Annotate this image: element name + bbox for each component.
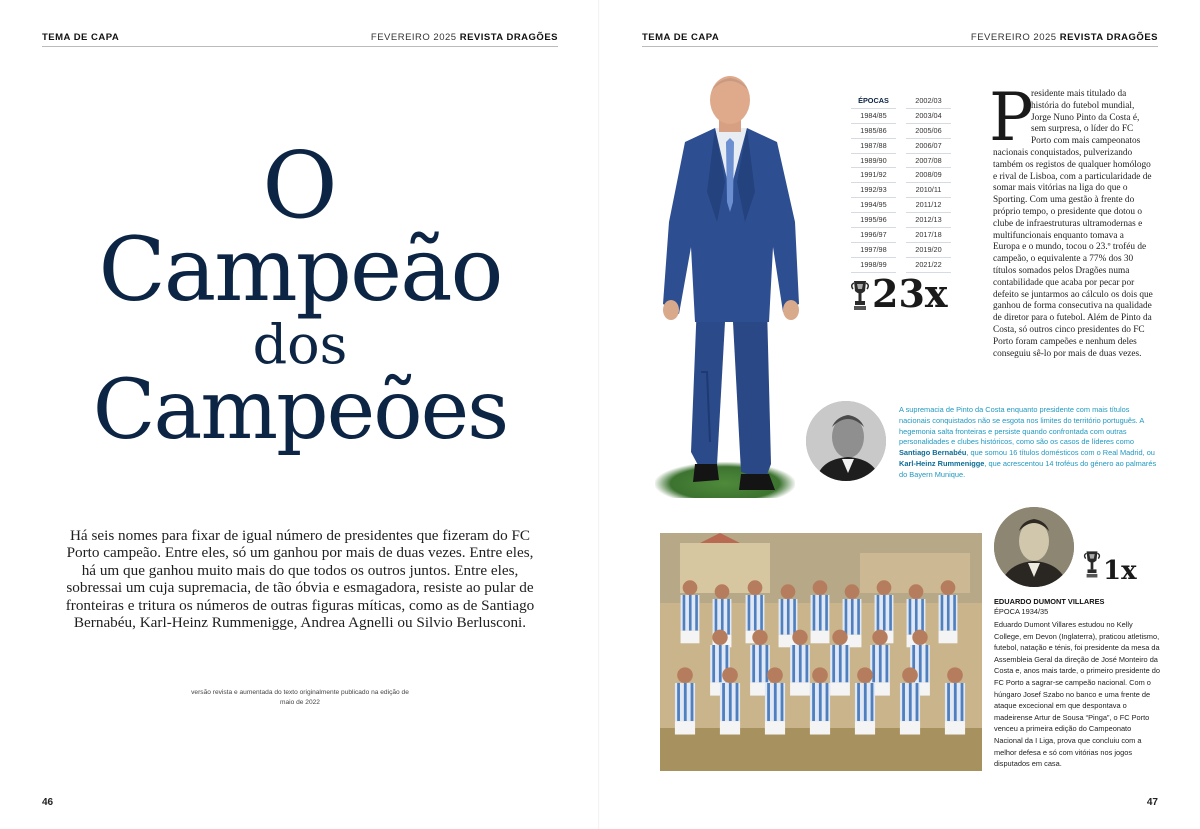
president-name: EDUARDO DUMONT VILLARES [994, 597, 1105, 606]
page-number: 46 [42, 797, 54, 808]
season-cell: 2012/13 [906, 213, 951, 228]
name-rummenigge: Karl-Heinz Rummenigge [899, 458, 985, 468]
season-cell: 2002/03 [906, 94, 951, 109]
article-body [993, 89, 1153, 360]
issue-info: FEVEREIRO 2025 REVISTA DRAGÕES [970, 32, 1158, 43]
season-cell: 2007/08 [906, 154, 951, 169]
season-cell: 1995/96 [851, 213, 896, 228]
seasons-column-2 [906, 94, 951, 273]
lead-paragraph: Há seis nomes para fixar de igual número de presidentes que fizeram do FC Porto campeão. Entre eles, só um ganhou por mais de duas vezes. Entre eles, há um que ganhou muito mais do que todos os outros juntos. Entre eles, sobressai um cuja supremacia, de tão óbvia e esmagadora, resiste ao pular de fronteiras e tritura os números de outras figuras míticas, como as de Santiago Bernabéu, Karl-Heinz Rummenigge, Andrea Agnelli ou Silvio Berlusconi. [65, 527, 535, 632]
name-bernabeu: Santiago Bernabéu [899, 448, 967, 458]
season-cell: 2006/07 [906, 139, 951, 154]
season-cell: 1997/98 [851, 243, 896, 258]
trophy-icon [1083, 549, 1101, 579]
seasons-header: ÉPOCAS [851, 94, 896, 109]
season-cell: 1984/85 [851, 109, 896, 124]
season-cell: 2003/04 [906, 109, 951, 124]
season-cell: 2008/09 [906, 168, 951, 183]
president-bio: Eduardo Dumont Villares estudou no Kelly College, em Devon (Inglaterra), praticou atletismo, futebol, natação e ténis, foi presidente da mesa da Assembleia Geral da direção de José Monteiro da Costa e, anos mais tarde, o primeiro presidente do FC Porto a sagrar-se campeão nacional. Com o húngaro Josef Szabo no banco e uma frente de ataque excecional em que despontava o madeirense Artur de Sousa “Pinga”, o FC Porto venceu a primeira edição do Campeonato Nacional da I Liga, prova que concluiu com a melhor defesa e só com vitórias nos jogos disputados em casa. [994, 620, 1160, 769]
villares-portrait [994, 507, 1074, 587]
section-label: TEMA DE CAPA [42, 32, 120, 43]
season-cell: 2010/11 [906, 183, 951, 198]
season-cell: 1998/99 [851, 258, 896, 273]
header-rule [642, 46, 1158, 47]
season-cell: 2021/22 [906, 258, 951, 273]
season-cell: 1992/93 [851, 183, 896, 198]
season-cell: 2019/20 [906, 243, 951, 258]
season-cell: 1985/86 [851, 124, 896, 139]
bernabeu-portrait [806, 401, 886, 481]
season-cell: 2005/06 [906, 124, 951, 139]
trophy-icon [850, 279, 870, 311]
title-line-1: O [262, 132, 338, 239]
title-line-4: Campeões [92, 363, 508, 458]
season-cell: 1987/88 [851, 139, 896, 154]
edition-note: versão revista e aumentada do texto originalmente publicado na edição de maio de 2022 [191, 689, 409, 706]
season-cell: 1989/90 [851, 154, 896, 169]
season-cell: 1996/97 [851, 228, 896, 243]
page-number: 47 [1146, 797, 1158, 808]
season-cell: 2017/18 [906, 228, 951, 243]
team-photo [660, 533, 982, 771]
season-cell: 1991/92 [851, 168, 896, 183]
president-era: ÉPOCA 1934/35 [994, 607, 1049, 616]
title-line-3: dos [252, 313, 348, 376]
president-photo [655, 72, 805, 504]
bernabeu-caption: A supremacia de Pinto da Costa enquanto presidente com mais títulos nacionais conquistados não se esgota nos limites do território português. A hegemonia salta fronteiras e persiste quando confrontada com outras personalidades e clubes históricos, como são os casos de líderes como Santiago Bernabéu, que somou 16 títulos domésticos com o Real Madrid, ou Karl-Heinz Rummenigge, que acrescentou 14 troféus do género ao palmarés do Bayern Munique. [899, 405, 1157, 479]
seasons-column-1 [851, 94, 896, 273]
header-rule [42, 46, 558, 47]
section-label: TEMA DE CAPA [642, 32, 720, 43]
drop-cap: P [989, 79, 1034, 156]
issue-info: FEVEREIRO 2025 REVISTA DRAGÕES [370, 32, 558, 43]
titles-count: 23x [872, 271, 948, 316]
season-cell: 1994/95 [851, 198, 896, 213]
title-line-2: Campeão [98, 218, 502, 321]
article-body-text: residente mais titulado da história do futebol mundial, Jorge Nuno Pinto da Costa é, sem surpresa, o líder do FC Porto com mais campeonatos nacionais conquistados, pulverizando também os registos de qualquer homólogo e rival de Lisboa, com a particularidade de somar mais vitórias na liga do que o Sporting. Com uma gestão à frente do próprio tempo, o presidente que dotou o clube de infraestruturas ultramodernas e multifuncionais enquanto tomava a Europa e o mundo, tocou o 23.º troféu de campeão, o equivalente a 77% dos 30 títulos somados pelos Dragões numa contabilidade que acaba por pecar por defeito se juntarmos ao cálculo os dois que ganhou de forma consecutiva na qualidade de diretor para o futebol. Além de Pinto da Costa, só outros cinco presidentes do FC Porto foram campeões e nenhum deles conseguiu sê-lo por mais de duas vezes. [993, 89, 1153, 359]
season-cell: 2011/12 [906, 198, 951, 213]
second-titles-count: 1x [1103, 556, 1137, 586]
